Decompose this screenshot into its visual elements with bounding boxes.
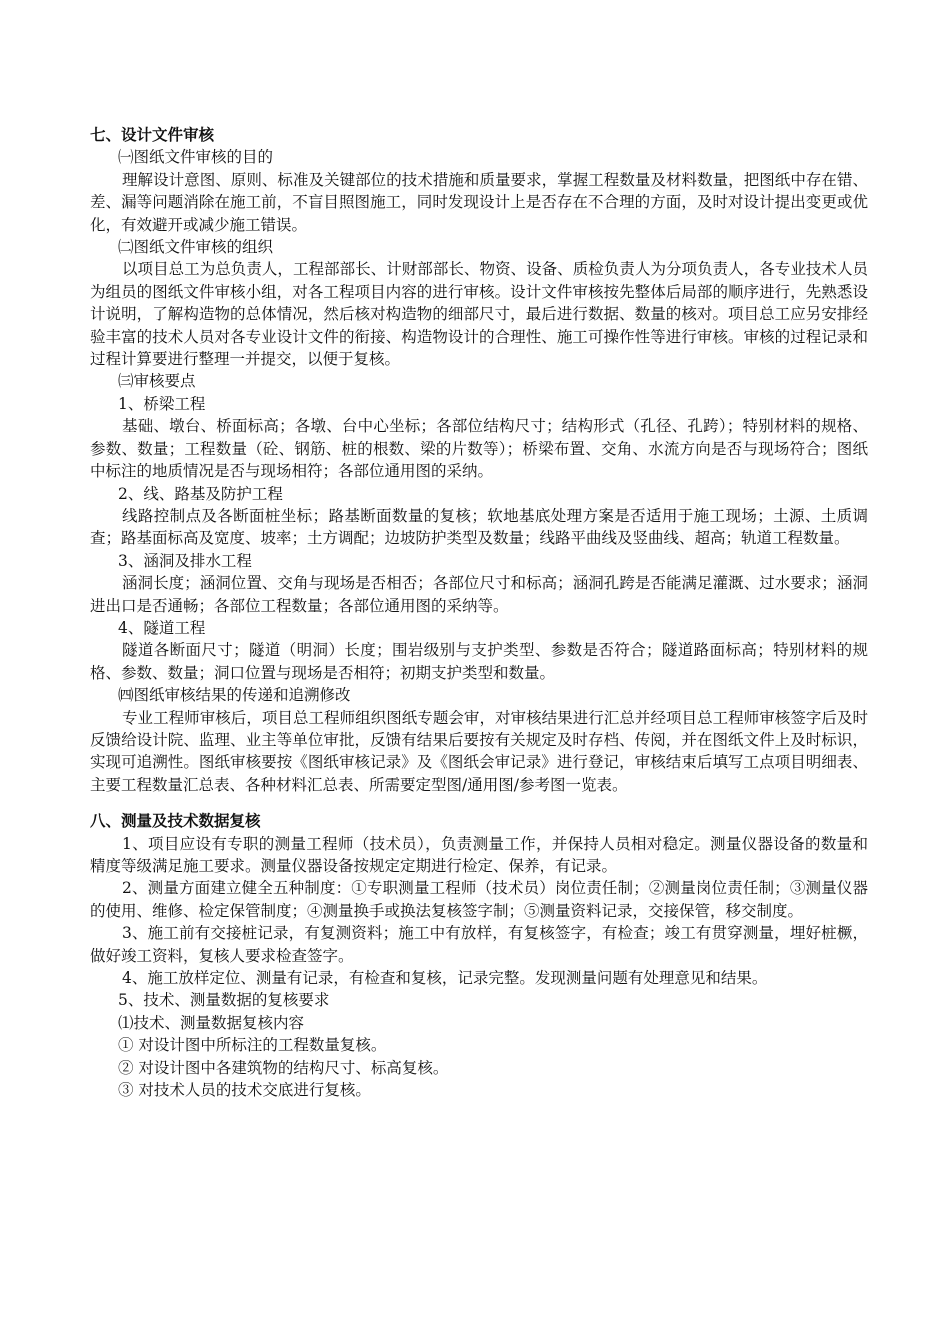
paragraph: 3、施工前有交接桩记录，有复测资料；施工中有放样，有复核签字，有检查；竣工有贯穿测量，埋好桩橛，做好竣工资料，复核人要求检查签字。 bbox=[90, 924, 868, 965]
paragraph: 以项目总工为总负责人，工程部部长、计财部部长、物资、设备、质检负责人为分项负责人，各专业技术人员为组员的图纸文件审核小组，对各工程项目内容的进行审核。设计文件审核按先整体后局部的顺序进行，先熟悉设计说明，了解构造物的总体情况，然后核对构造物的细部尺寸，最后进行数据、数量的核对。项目总工应另安排经验丰富的技术人员对各专业设计文件的衔接、构造物设计的合理性、施工可操作性等进行审核。审核的过程记录和过程计算要进行整理一并提交，以便于复核。 bbox=[90, 260, 868, 369]
paragraph: 1、项目应设有专职的测量工程师（技术员），负责测量工作，并保持人员相对稳定。测量仪器设备的数量和精度等级满足施工要求。测量仪器设备按规定定期进行检定、保养，有记录。 bbox=[90, 834, 868, 875]
paragraph: 2、测量方面建立健全五种制度：①专职测量工程师（技术员）岗位责任制；②测量岗位责任制；③测量仪器的使用、维修、检定保管制度；④测量换手或换法复核签字制；⑤测量资料记录，交接保管，移交制度。 bbox=[90, 879, 868, 920]
document-page bbox=[90, 124, 868, 1101]
paragraph: 理解设计意图、原则、标准及关键部位的技术措施和质量要求，掌握工程数量及材料数量，把图纸中存在错、差、漏等问题消除在施工前，不盲目照图施工，同时发现设计上是否存在不合理的方面，及时对设计提出变更或优化，有效避开或减少施工错误。 bbox=[90, 170, 868, 234]
paragraph: 专业工程师审核后，项目总工程师组织图纸专题会审，对审核结果进行汇总并经项目总工程师审核签字后及时反馈给设计院、监理、业主等单位审批，反馈有结果后要按有关规定及时存档、传阅，并在图纸文件上及时标识，实现可追溯性。图纸审核要按《图纸审核记录》及《图纸会审记录》进行登记，审核结束后填写工点项目明细表、主要工程数量汇总表、各种材料汇总表、所需要定型图/通用图/参考图一览表。 bbox=[90, 708, 868, 794]
point-title: 5、技术、测量数据的复核要求 bbox=[118, 991, 330, 1010]
section-7-title: 七、设计文件审核 bbox=[90, 126, 215, 144]
point-title: 4、隧道工程 bbox=[118, 618, 206, 637]
check-item: ② 对设计图中各建筑物的结构尺寸、标高复核。 bbox=[118, 1058, 449, 1077]
subsection-heading: ㈢审核要点 bbox=[118, 372, 196, 391]
check-item: ③ 对技术人员的技术交底进行复核。 bbox=[118, 1081, 371, 1100]
section-8-title: 八、测量及技术数据复核 bbox=[90, 812, 261, 831]
point-title: 3、涵洞及排水工程 bbox=[118, 551, 252, 570]
subsection-heading: ㈡图纸文件审核的组织 bbox=[118, 238, 274, 257]
point-subtitle: ⑴技术、测量数据复核内容 bbox=[118, 1013, 305, 1032]
point-title: 1、桥梁工程 bbox=[118, 394, 206, 413]
paragraph: 隧道各断面尺寸；隧道（明洞）长度；围岩级别与支护类型、参数是否符合；隧道路面标高；特别材料的规格、参数、数量；洞口位置与现场是否相符；初期支护类型和数量。 bbox=[90, 641, 868, 682]
subsection-heading: ㈣图纸审核结果的传递和追溯修改 bbox=[118, 686, 351, 705]
paragraph: 线路控制点及各断面桩坐标；路基断面数量的复核；软地基底处理方案是否适用于施工现场；土源、土质调查；路基面标高及宽度、坡率；土方调配；边坡防护类型及数量；线路平曲线及竖曲线、超高；轨道工程数量。 bbox=[90, 506, 868, 548]
paragraph: 涵洞长度；涵洞位置、交角与现场是否相否；各部位尺寸和标高；涵洞孔跨是否能满足灌溉、过水要求；涵洞进出口是否通畅；各部位工程数量；各部位通用图的采纳等。 bbox=[90, 574, 868, 615]
subsection-heading: ㈠图纸文件审核的目的 bbox=[118, 148, 274, 167]
paragraph: 4、施工放样定位、测量有记录，有检查和复核，记录完整。发现测量问题有处理意见和结果。 bbox=[122, 969, 768, 988]
point-title: 2、线、路基及防护工程 bbox=[118, 484, 283, 503]
paragraph: 基础、墩台、桥面标高；各墩、台中心坐标；各部位结构尺寸；结构形式（孔径、孔跨）；特别材料的规格、参数、数量；工程数量（砼、钢筋、桩的根数、梁的片数等）；桥梁布置、交角、水流方向是否与现场符合；图纸中标注的地质情况是否与现场相符；各部位通用图的采纳。 bbox=[90, 417, 868, 481]
check-item: ① 对设计图中所标注的工程数量复核。 bbox=[118, 1036, 387, 1055]
